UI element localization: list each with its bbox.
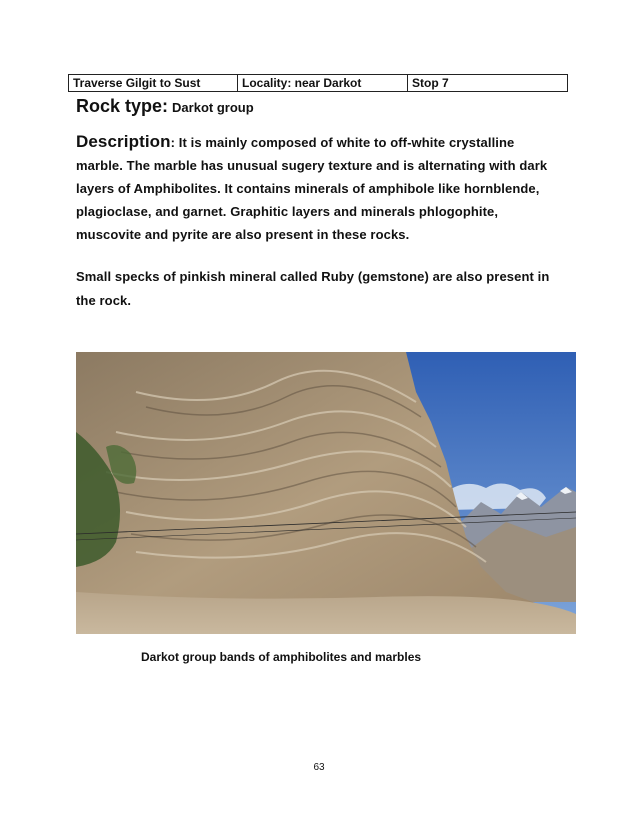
stop-cell: Stop 7 <box>407 75 567 91</box>
locality-cell: Locality: near Darkot <box>237 75 407 91</box>
figure-caption: Darkot group bands of amphibolites and marbles <box>141 650 422 664</box>
rock-type-value: Darkot group <box>172 100 254 115</box>
mountain-photo <box>76 352 576 634</box>
page-number: 63 <box>313 762 325 773</box>
header-table <box>68 74 568 92</box>
description-text: : It is mainly composed of white to off-white crystalline marble. The marble has unusual sugery texture and is alternating with dark layers of Amphibolites. It contains minerals of amphibole like hornblende, plagioclase, and garnet. Graphitic layers and minerals phlogophite, muscovite and pyrite are also present in these rocks. <box>76 135 548 242</box>
traverse-cell: Traverse Gilgit to Sust <box>73 76 201 90</box>
description-paragraph <box>76 130 556 246</box>
ruby-paragraph: Small specks of pinkish mineral called Ruby (gemstone) are also present in the rock. <box>76 269 550 308</box>
description-heading: Description <box>76 132 171 151</box>
rock-type-line <box>76 96 254 117</box>
rock-type-label: Rock type: <box>76 96 169 116</box>
